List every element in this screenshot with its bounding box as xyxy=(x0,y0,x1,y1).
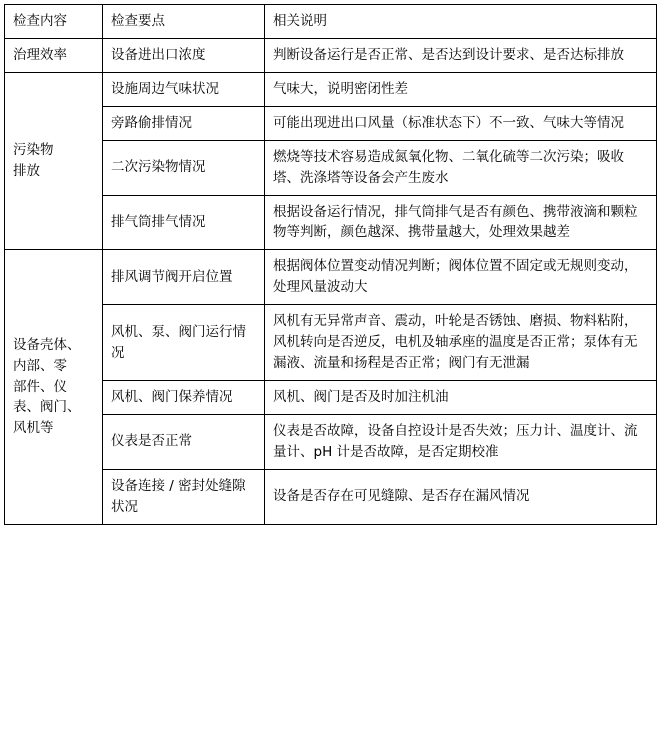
table-row xyxy=(5,140,657,195)
point-cell: 二次污染物情况 xyxy=(103,140,265,195)
table-header-row xyxy=(5,5,657,39)
table-row xyxy=(5,38,657,72)
category-line: 部件、仪 xyxy=(13,378,67,395)
point-cell: 排风调节阀开启位置 xyxy=(103,250,265,305)
table-row xyxy=(5,72,657,106)
point-cell: 排气筒排气情况 xyxy=(103,195,265,250)
column-header-content: 检查内容 xyxy=(5,5,103,39)
point-cell: 设备进出口浓度 xyxy=(103,38,265,72)
category-line: 设备壳体、 xyxy=(13,336,81,353)
category-cell-pollutant-emission xyxy=(5,72,103,250)
description-cell: 可能出现进出口风量（标准状态下）不一致、气味大等情况 xyxy=(265,106,657,140)
category-line: 表、阀门、 xyxy=(13,399,81,416)
point-cell: 风机、泵、阀门运行情况 xyxy=(103,305,265,381)
description-cell: 根据设备运行情况，排气筒排气是否有颜色、携带液滴和颗粒物等判断，颜色越深、携带量越大，处理效果越差 xyxy=(265,195,657,250)
category-line: 排放 xyxy=(13,163,40,180)
description-cell: 根据阀体位置变动情况判断；阀体位置不固定或无规则变动，处理风量波动大 xyxy=(265,250,657,305)
description-cell: 风机有无异常声音、震动，叶轮是否锈蚀、磨损、物料粘附，风机转向是否逆反，电机及轴承座的温度是否正常；泵体有无漏液、流量和扬程是否正常；阀门有无泄漏 xyxy=(265,305,657,381)
column-header-point: 检查要点 xyxy=(103,5,265,39)
point-cell: 旁路偷排情况 xyxy=(103,106,265,140)
table-row xyxy=(5,380,657,414)
description-cell: 设备是否存在可见缝隙、是否存在漏风情况 xyxy=(265,469,657,524)
inspection-table xyxy=(4,4,657,525)
table-row xyxy=(5,195,657,250)
table-row xyxy=(5,305,657,381)
description-cell: 燃烧等技术容易造成氮氧化物、二氧化硫等二次污染；吸收塔、洗涤塔等设备会产生废水 xyxy=(265,140,657,195)
category-line: 内部、零 xyxy=(13,357,67,374)
description-cell: 气味大，说明密闭性差 xyxy=(265,72,657,106)
category-line: 风机等 xyxy=(13,420,54,437)
table-row xyxy=(5,106,657,140)
column-header-description: 相关说明 xyxy=(265,5,657,39)
table-row xyxy=(5,469,657,524)
table-header xyxy=(5,5,657,39)
table-row xyxy=(5,250,657,305)
point-cell: 风机、阀门保养情况 xyxy=(103,380,265,414)
point-cell: 设施周边气味状况 xyxy=(103,72,265,106)
point-cell: 仪表是否正常 xyxy=(103,414,265,469)
table-body xyxy=(5,38,657,524)
table-row xyxy=(5,414,657,469)
document-page xyxy=(0,4,660,731)
category-cell-efficiency: 治理效率 xyxy=(5,38,103,72)
description-cell: 风机、阀门是否及时加注机油 xyxy=(265,380,657,414)
category-cell-equipment xyxy=(5,250,103,524)
description-cell: 判断设备运行是否正常、是否达到设计要求、是否达标排放 xyxy=(265,38,657,72)
description-cell: 仪表是否故障，设备自控设计是否失效；压力计、温度计、流量计、pH 计是否故障，是否定期校准 xyxy=(265,414,657,469)
category-line: 污染物 xyxy=(13,142,54,159)
point-cell: 设备连接 / 密封处缝隙状况 xyxy=(103,469,265,524)
